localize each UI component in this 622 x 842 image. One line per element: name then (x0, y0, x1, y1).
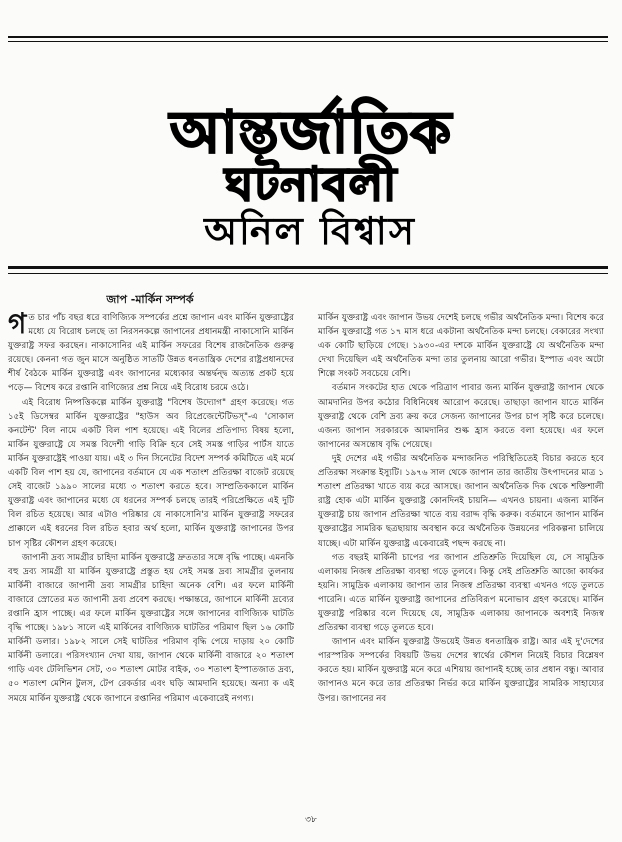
drop-cap: গ (8, 307, 27, 340)
paragraph: দুই দেশের এই গভীর অর্থনৈতিক মন্দাজনিত পরিস্থিতিতেই বিচার করতে হবে প্রতিরক্ষা সংক্রান্ত ইস্যুটি। ১৯৭৬ সাল থেকে জাপান তার জাতীয় উৎপাদনের মাত্র ১ শতাংশ প্রতিরক্ষা খাতে ব্যয় করে আসছে। জাপান অর্থনৈতিক দিক থেকে শক্তিশালী রাষ্ট্র হোক এটা মার্কিন যুক্তরাষ্ট্র কোনদিনই চায়নি— এখনও চায়না। এজন্য মার্কিন যুক্তরাষ্ট্র চায় জাপান প্রতিরক্ষা খাতে ব্যয় বরাদ্দ বৃদ্ধি করুক। বর্তমানে জাপান মার্কিন যুক্তরাষ্ট্রের সামরিক ছত্রছায়ায় অবস্থান করে অর্থনৈতিক উন্নয়নের পরিকল্পনা চালিয়ে যাচ্ছে। এটা মার্কিন যুক্তরাষ্ট্র একেবারেই পছন্দ করছে না। (318, 453, 604, 549)
paragraph: মার্কিন যুক্তরাষ্ট্র এবং জাপান উভয় দেশেই চলছে গভীর অর্থনৈতিক মন্দা। বিশেষ করে মার্কিন যুক্তরাষ্ট্রে গত ১৭ মাস ধরে একটানা অর্থনৈতিক মন্দা চলছে। বেকারের সংখ্যা এক কোটি ছাড়িয়ে গেছে। ১৯৩০-এর দশকে মার্কিন যুক্তরাষ্ট্রে যে অর্থনৈতিক মন্দা দেখা দিয়েছিল এই অর্থনৈতিক মন্দা তার তুলনায় আরো গভীর। ইস্পাত এবং অটো শিল্পে সংকট সবচেয়ে বেশি। (318, 313, 604, 380)
top-rule (8, 36, 608, 38)
top-rule-thin (8, 41, 608, 42)
section-heading: জাপ -মার্কিন সম্পর্ক (106, 293, 194, 306)
paragraph: জাপানী দ্রব্য সামগ্রীর চাহিদা মার্কিন যুক্তরাষ্ট্রে দ্রুততার সঙ্গে বৃদ্ধি পাচ্ছে। এমনকি বহু দ্রব্য সামগ্রী যা মার্কিন যুক্তরাষ্ট্রে প্রস্তুত হয় সেই সমস্ত দ্রব্য সামগ্রীর তুলনায় মার্কিনী বাজারে জাপানী দ্রব্য সামগ্রীর চাহিদা অনেক বেশি। এর ফলে মার্কিনী বাজারে স্রোতের মত জাপানী দ্রব্য প্রবেশ করছে। পক্ষান্তরে, জাপানে মার্কিনী দ্রব্যের রপ্তানি হ্রাস পাচ্ছে। এর ফলে মার্কিন যুক্তরাষ্ট্রের সঙ্গে জাপানের বাণিজ্যিক ঘাটতি বৃদ্ধি পাচ্ছে। ১৯৮১ সালে এই মার্কিনের বাণিজ্যিক ঘাটতির পরিমাণ ছিল ১৬ কোটি মার্কিনী ডলার। ১৯৮২ সালে সেই ঘাটতির পরিমাণ বৃদ্ধি পেয়ে দাড়ায় ২০ কোটি মার্কিনী ডলারে। পরিসংখ্যান দেখা যায়, জাপান থেকে মার্কিনী বাজারে ২০ শতাংশ গাড়ি এবং টেলিভিশন সেট, ৩০ শতাংশ মোটর বাইক, ৩০ শতাংশ ইস্পাতজাত দ্রব্য, ৫০ শতাংশ মেশিন টুলস, টেপ রেকর্ডার এবং ঘড়ি আমদানি হয়েছে। অন্যা ক এই সময়ে মার্কিন যুক্তরাষ্ট্র থেকে জাপানে রপ্তানির পরিমাণ একেবারেই নগণ্য। (8, 552, 294, 704)
paragraph: গত বছরই মার্কিনী চাপের পর জাপান প্রতিশ্রুতি দিয়েছিল যে, সে সামুদ্রিক এলাকায় নিজস্ব প্রতিরক্ষা ব্যবস্থা গড়ে তুলবে। কিন্তু সেই প্রতিশ্রুতি আজো কার্যকর হয়নি। সামুদ্রিক এলাকায় জাপান তার নিজস্ব প্রতিরক্ষা ব্যবস্থা এখনও গড়ে তুলতে পারেনি। এতে মার্কিন যুক্তরাষ্ট্র জাপানের প্রতিবিরূপ মনোভাব গ্রহণ করেছে। মার্কিন যুক্তরাষ্ট্র পরিষ্কার বলে দিয়েছে যে, সামুদ্রিক এলাকায় জাপানকে অবশ্যই নিজস্ব প্রতিরক্ষা ব্যবস্থা গড়ে তুলতে হবে। (318, 552, 604, 634)
left-column (8, 307, 294, 706)
paragraph-text: ত চার পাঁচ বছর ধরে বাণিজ্যিক সম্পর্কের প্রশ্নে জাপান এবং মার্কিন যুক্তরাষ্ট্রের মধ্যে যে বিরোধ চলছে তা নিরসনকল্পে জাপানের প্রধানমন্ত্রী নাকাসোনি মার্কিন যুক্তরাষ্ট্র সফর করছেন। নাকাসোনির এই মার্কিন সফরের বিশেষ রাজনৈতিক গুরুত্ব রয়েছে। কেননা গত জুন মাসে অনুষ্ঠিত সাতটি উন্নত ধনতান্ত্রিক দেশের রাষ্ট্রপ্রধানদের শীর্ষ বৈঠকে মার্কিন যুক্তরাষ্ট্র এবং জাপানের মধ্যেকার অন্তর্দ্বন্দ্ব অত্যন্ত প্রকট হয়ে পড়ে— বিশেষ করে রপ্তানি বাণিজ্যের প্রশ্ন নিয়ে এই বিরোধ চরমে ওঠে। (8, 313, 294, 394)
title-line-1: আন্তর্জাতিক (169, 98, 453, 166)
paragraph: এই বিরোধ নিষ্পত্তিকল্পে মার্কিন যুক্তরাষ্ট্র "বিশেষ উদ্যোগ" গ্রহণ করেছে। গত ১৫ই ডিসেম্বর মার্কিন যুক্তরাষ্ট্রের "হাউস অব রিপ্রেজেন্টেটিভস্"-এ 'সোকাল কনটেন্ট' বিল নামে একটি বিল পাশ হয়েছে। এই বিলের প্রতিপাদ্য বিষয় হলো, মার্কিন যুক্তরাষ্ট্রে যে সমস্ত বিদেশী গাড়ি বিক্রি হবে সেই সমস্ত গাড়ির পার্টস যাতে মার্কিন যুক্তরাষ্ট্রেই পাওয়া যায়। এই ৩ দিন সিনেটের বিদেশ সম্পর্ক কমিটিতে এই মর্মে একটি বিল পাশ হয় যে, জাপানের বর্তমানে যে এক শতাংশ প্রতিরক্ষা বাজেট রয়েছে সেই বাজেট ১৯৯০ সালের মধ্যে ৩ শতাংশ করতে হবে। সাম্প্রতিককালে মার্কিন যুক্তরাষ্ট্র এবং জাপানের মধ্যে যে ধরনের সম্পর্ক চলছে তারই পরিপ্রেক্ষিতে এই দুটি বিল রচিত হয়েছে। আর এটাও পরিষ্কার যে নাকাসোনি'র মার্কিন যুক্তরাষ্ট্র সফরের প্রাক্কালে এই ধরনের বিল রচিত হবার অর্থ হলো, মার্কিন যুক্তরাষ্ট্র জাপানের উপর চাপ সৃষ্টির কৌশল গ্রহণ করেছে। (8, 397, 294, 549)
paragraph: জাপান এবং মার্কিন যুক্তরাষ্ট্র উভয়েই উন্নত ধনতান্ত্রিক রাষ্ট্র। আর এই দু'দেশের পারস্পরিক সম্পর্কের বিষয়টি উভয় দেশের স্বার্থের কৌশল নিয়েই বিচার বিশ্লেষণ করতে হয়। মার্কিন যুক্তরাষ্ট্র মনে করে এশিয়ায় জাপানই হচ্ছে তার প্রধান বন্ধু। আবার জাপানও মনে করে তার প্রতিরক্ষা নির্ভর করে মার্কিন যুক্তরাষ্ট্রের সামরিক সাহায্যের উপর। জাপানের নব (318, 637, 604, 704)
paragraph (8, 307, 294, 396)
title-line-2: ঘটনাবলী (224, 157, 398, 211)
paragraph: বর্তমান সংকটের হাত থেকে পরিত্রাণ পাবার জন্য মার্কিন যুক্তরাষ্ট্র জাপান থেকে আমদানির উপর কঠোর বিধিনিষেধ আরোপ করেছে। তাছাড়া জাপান যাতে মার্কিন যুক্তরাষ্ট্র থেকে বেশি দ্রব্য ক্রয় করে সেজন্য জাপানের উপর চাপ সৃষ্টি করে চলেছে। এজন্য জাপান সরকারকে আমদানির শুল্ক হ্রাস করতে বলা হয়েছে। এর ফলে জাপানের অসন্তোষ বৃদ্ধি পেয়েছে। (318, 383, 604, 450)
author-name: অনিল বিশ্বাস (204, 208, 416, 253)
section-rule-thin (8, 273, 608, 274)
section-rule-thick (8, 266, 608, 269)
page-number: ৩৮ (305, 815, 317, 825)
right-column (318, 311, 604, 706)
